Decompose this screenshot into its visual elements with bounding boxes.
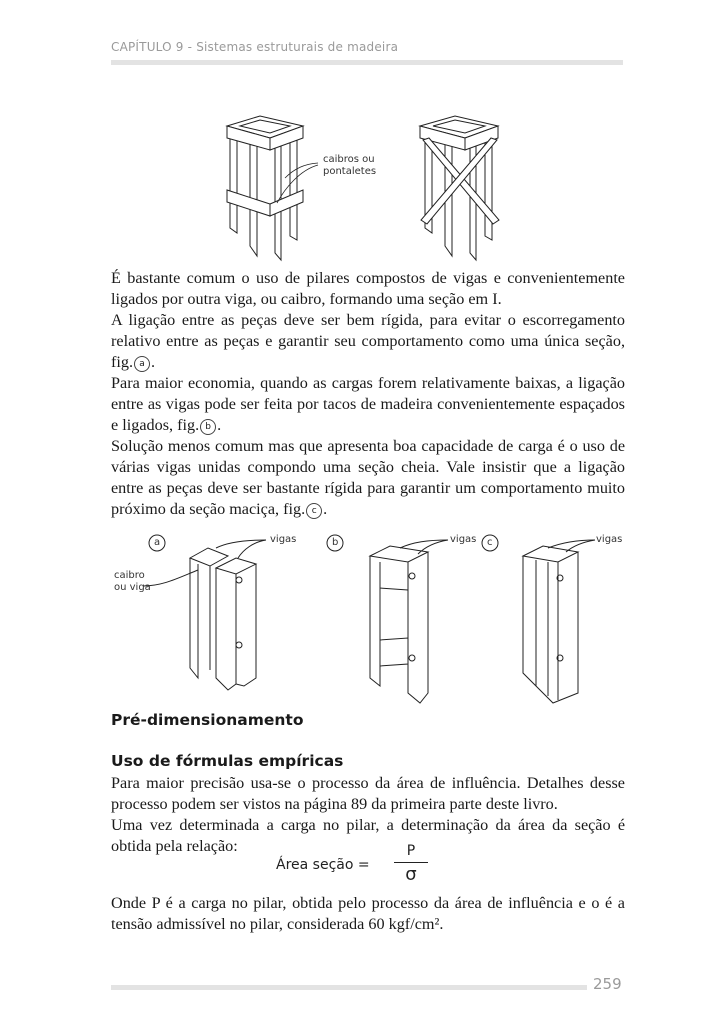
paragraph-3-text: Para maior economia, quando as cargas forem relativamente baixas, a ligação entre as vigas pode ser feita por tacos de madeira convenientemente espaçados e ligados, fig. [111,374,625,434]
formula-lhs: Área seção = [276,857,370,873]
formula-numerator: P [406,843,416,859]
paragraph-4-end: . [323,500,328,518]
caibros-label-line1: caibros ou [323,154,375,165]
page-number: 259 [593,975,622,993]
formula-fraction [394,843,428,884]
chapter-header: CAPÍTULO 9 - Sistemas estruturais de madeira [111,40,399,54]
header-rule [111,60,623,65]
body-text-block-2 [111,773,625,857]
figure-ref-c: c [306,503,322,519]
composite-columns-illustration [108,528,628,703]
figure-ref-a: a [134,356,150,372]
paragraph-6: Uma vez determinada a carga no pilar, a determinação da área da seção é obtida pela relação: [111,816,625,855]
caibros-label-line2: pontaletes [323,166,377,177]
figure-marker-a: a [154,537,161,548]
paragraph-3 [111,373,625,436]
figure-braced-columns [215,108,505,268]
body-text-block-1 [111,268,625,520]
section-heading: Pré-dimensionamento [111,711,304,729]
braced-columns-illustration [215,108,505,268]
paragraph-1: É bastante comum o uso de pilares compostos de vigas e convenientemente ligados por outra viga, ou caibro, formando uma seção em I. [111,269,625,308]
vigas-label-b: vigas [450,534,477,545]
paragraph-3-end: . [217,416,222,434]
figure-marker-c: c [487,537,493,548]
paragraph-2 [111,310,625,373]
caibro-label-line1: caibro [114,570,145,581]
formula-denominator: σ [405,864,417,885]
paragraph-4-text: Solução menos comum mas que apresenta boa capacidade de carga é o uso de várias vigas unidas compondo uma seção cheia. Vale insistir que a ligação entre as peças deve ser bastante rígida para garantir um comportamento muito próximo da seção maciça, fig. [111,437,625,518]
figure-ref-b: b [200,419,216,435]
body-text-block-3 [111,893,625,935]
paragraph-5: Para maior precisão usa-se o processo da área de influência. Detalhes desse processo podem ser vistos na página 89 da primeira parte deste livro. [111,774,625,813]
paragraph-2-end: . [151,353,156,371]
paragraph-7: Onde P é a carga no pilar, obtida pelo processo da área de influência e o é a tensão admissível no pilar, considerada 60 kgf/cm². [111,894,625,933]
caibro-label-line2: ou viga [114,582,151,593]
footer-rule [111,985,587,990]
paragraph-2-text: A ligação entre as peças deve ser bem rígida, para evitar o escorregamento relativo entre as peças e garantir seu comportamento como uma única seção, fig. [111,311,625,371]
paragraph-4 [111,436,625,520]
section-subheading: Uso de fórmulas empíricas [111,752,344,770]
figure-marker-b: b [332,537,339,548]
fraction-bar [394,862,428,863]
figure-composite-columns [108,528,628,703]
vigas-label-c: vigas [596,534,623,545]
vigas-label-a: vigas [270,534,297,545]
